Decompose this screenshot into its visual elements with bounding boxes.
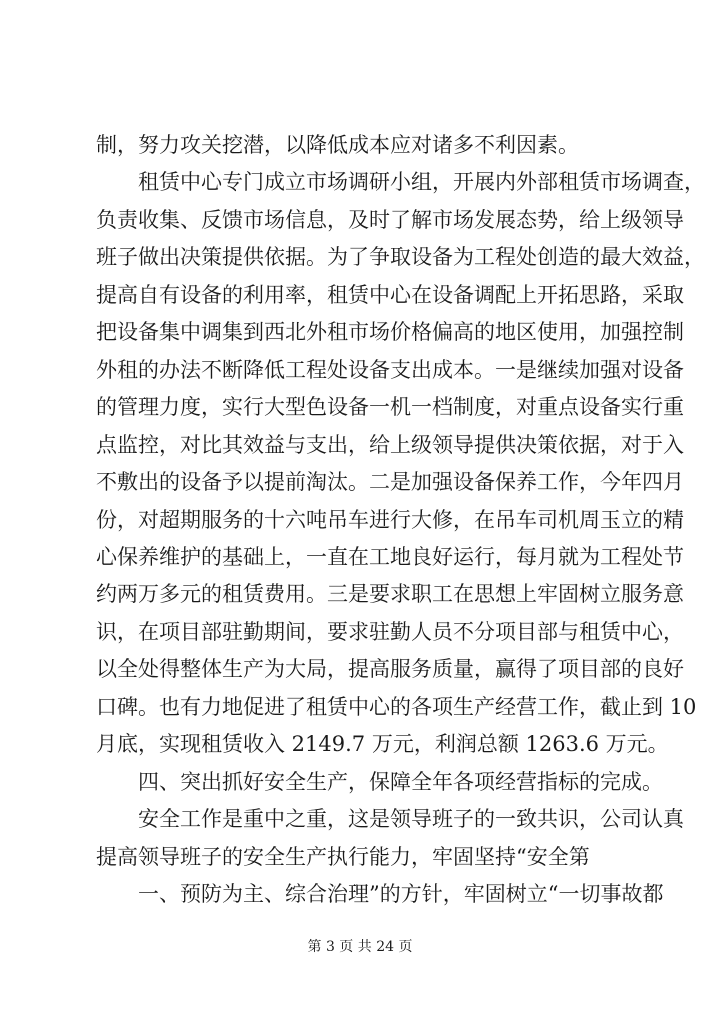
text-line: 约两万多元的租赁费用。三是要求职工在思想上牢固树立服务意 (96, 582, 684, 606)
text-line: 月底，实现租赁收入 2149.7 万元，利润总额 1263.6 万元。 (96, 732, 669, 756)
text-line: 提高自有设备的利用率，租赁中心在设备调配上开拓思路，采取 (96, 283, 684, 307)
text-line: 以全处得整体生产为大局，提高服务质量，赢得了项目部的良好 (96, 657, 684, 681)
text-line: 负责收集、反馈市场信息，及时了解市场发展态势，给上级领导 (96, 208, 684, 232)
paragraph-start-line: 安全工作是重中之重，这是领导班子的一致共识，公司认真 (138, 807, 684, 831)
text-line: 外租的办法不断降低工程处设备支出成本。一是继续加强对设备 (96, 358, 684, 382)
section-heading: 四、突出抓好安全生产，保障全年各项经营指标的完成。 (138, 770, 663, 794)
text-line: 口碑。也有力地促进了租赁中心的各项生产经营工作，截止到 10 (96, 695, 697, 719)
text-line: 点监控，对比其效益与支出，给上级领导提供决策依据，对于入 (96, 433, 684, 457)
text-line: 不敷出的设备予以提前淘汰。二是加强设备保养工作，今年四月 (96, 470, 684, 494)
text-line: 识，在项目部驻勤期间，要求驻勤人员不分项目部与租赁中心， (96, 620, 684, 644)
text-line: 份，对超期服务的十六吨吊车进行大修，在吊车司机周玉立的精 (96, 508, 684, 532)
text-line: 制，努力攻关挖潜，以降低成本应对诸多不利因素。 (96, 133, 579, 157)
text-line: 把设备集中调集到西北外租市场价格偏高的地区使用，加强控制 (96, 320, 684, 344)
text-line: 班子做出决策提供依据。为了争取设备为工程处创造的最大效益， (96, 245, 705, 269)
page-number-footer: 第 3 页 共 24 页 (307, 939, 413, 955)
text-line: 一、预防为主、综合治理”的方针，牢固树立“一切事故都 (138, 882, 664, 906)
paragraph-start-line: 租赁中心专门成立市场调研小组，开展内外部租赁市场调查， (138, 170, 705, 194)
text-line: 的管理力度，实行大型色设备一机一档制度，对重点设备实行重 (96, 395, 684, 419)
text-line: 提高领导班子的安全生产执行能力，牢固坚持“安全第 (96, 845, 590, 869)
text-line: 心保养维护的基础上，一直在工地良好运行，每月就为工程处节 (96, 545, 684, 569)
